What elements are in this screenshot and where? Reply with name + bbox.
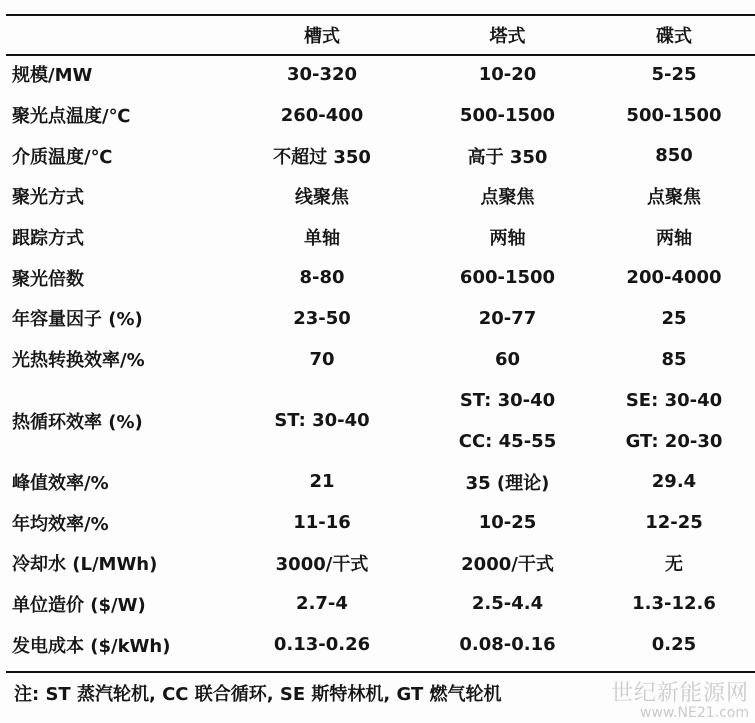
cell-trough: 23-50: [293, 307, 351, 329]
header-tower: 塔式: [489, 26, 526, 47]
cell-dish: 12-25: [645, 512, 703, 534]
cell-dish: 85: [661, 348, 687, 370]
cell-tower: 2.5-4.4: [471, 593, 544, 615]
table-row: [6, 380, 755, 462]
cell-trough: ST: 30-40: [274, 410, 370, 431]
cell-tower: 10-20: [478, 63, 537, 85]
cell-tower: 500-1500: [459, 104, 556, 126]
cell-trough: 单轴: [304, 228, 340, 250]
row-label: 年均效率/%: [12, 513, 109, 535]
cell-trough: 30-320: [286, 63, 358, 85]
row-label: 跟踪方式: [12, 228, 84, 250]
cell-dish: 点聚焦: [647, 187, 701, 209]
cell-dish: 0.25: [651, 634, 697, 656]
cell-tower: 600-1500: [459, 267, 556, 289]
cell-tower: 0.08-0.16: [459, 634, 556, 656]
header-trough: 槽式: [304, 26, 340, 47]
cell-trough: 260-400: [280, 104, 364, 126]
table-row: [6, 543, 755, 584]
header-dish: 碟式: [656, 26, 692, 47]
cell-dish: 两轴: [656, 228, 692, 250]
cell-tower: 高于 350: [467, 146, 548, 168]
table-bottom-rule: [6, 671, 755, 673]
cell-tower: 两轴: [489, 228, 526, 250]
row-label: 发电成本 ($/kWh): [12, 635, 171, 657]
table-row: [6, 217, 755, 258]
cell-dish: 500-1500: [626, 104, 722, 126]
watermark: [611, 676, 749, 721]
table-row: [6, 135, 755, 176]
cell-trough: 8-80: [299, 267, 345, 289]
comparison-table: [6, 16, 755, 665]
row-label: 冷却水 (L/MWh): [12, 554, 158, 576]
table-row: [6, 624, 755, 665]
row-label: 聚光倍数: [12, 268, 84, 290]
table-row: [6, 339, 755, 380]
cell-trough: 21: [309, 471, 335, 493]
table-footnote: 注: ST 蒸汽轮机, CC 联合循环, SE 斯特林机, GT 燃气轮机: [14, 684, 502, 705]
cell-tower: [422, 380, 593, 462]
row-label: 聚光点温度/℃: [12, 106, 131, 128]
header-empty: [6, 16, 222, 54]
cell-dish: 无: [665, 554, 683, 576]
watermark-url: www.NE21.com: [640, 705, 749, 721]
row-label: 单位造价 ($/W): [12, 594, 146, 616]
cell-tower-line: CC: 45-55: [458, 430, 557, 452]
table-row: [6, 462, 755, 503]
cell-dish: 200-4000: [626, 267, 722, 289]
cell-dish: [593, 380, 755, 462]
cell-dish: 1.3-12.6: [632, 593, 716, 615]
row-label: 年容量因子 (%): [12, 309, 143, 331]
cell-dish-line: GT: 20-30: [625, 430, 723, 452]
cell-dish: 25: [661, 307, 687, 329]
table-row: [6, 95, 755, 136]
row-label: 峰值效率/%: [12, 472, 109, 494]
cell-tower: 20-77: [478, 307, 537, 329]
cell-tower: 点聚焦: [480, 187, 535, 209]
cell-tower-line: ST: 30-40: [459, 389, 556, 411]
table-row: [6, 502, 755, 543]
cell-trough: 0.13-0.26: [273, 634, 371, 656]
cell-trough: 3000/干式: [275, 554, 369, 576]
cell-tower: 2000/干式: [461, 554, 554, 576]
row-label: 聚光方式: [12, 187, 84, 209]
cell-trough: 线聚焦: [295, 187, 349, 209]
row-label: 介质温度/℃: [12, 146, 113, 168]
cell-tower: 35 (理论): [465, 472, 550, 494]
cell-tower: 60: [494, 348, 521, 370]
table-header-row: [6, 16, 755, 54]
cell-trough: 70: [309, 348, 335, 370]
cell-tower: 10-25: [478, 512, 537, 534]
cell-dish: 850: [655, 145, 693, 167]
table-row: [6, 54, 755, 95]
watermark-text: 世纪新能源网: [610, 681, 749, 706]
cell-trough: 不超过 350: [273, 146, 371, 168]
table-row: [6, 584, 755, 625]
table-row: [6, 176, 755, 217]
row-label: 热循环效率 (%): [12, 411, 143, 433]
cell-trough: 11-16: [293, 512, 351, 534]
cell-dish-line: SE: 30-40: [625, 389, 723, 411]
row-label: 光热转换效率/%: [12, 350, 145, 372]
table-row: [6, 298, 755, 339]
cell-dish: 29.4: [651, 471, 697, 493]
cell-dish: 5-25: [651, 63, 697, 85]
cell-trough: 2.7-4: [296, 593, 348, 615]
table-row: [6, 257, 755, 298]
row-label: 规模/MW: [12, 65, 93, 87]
